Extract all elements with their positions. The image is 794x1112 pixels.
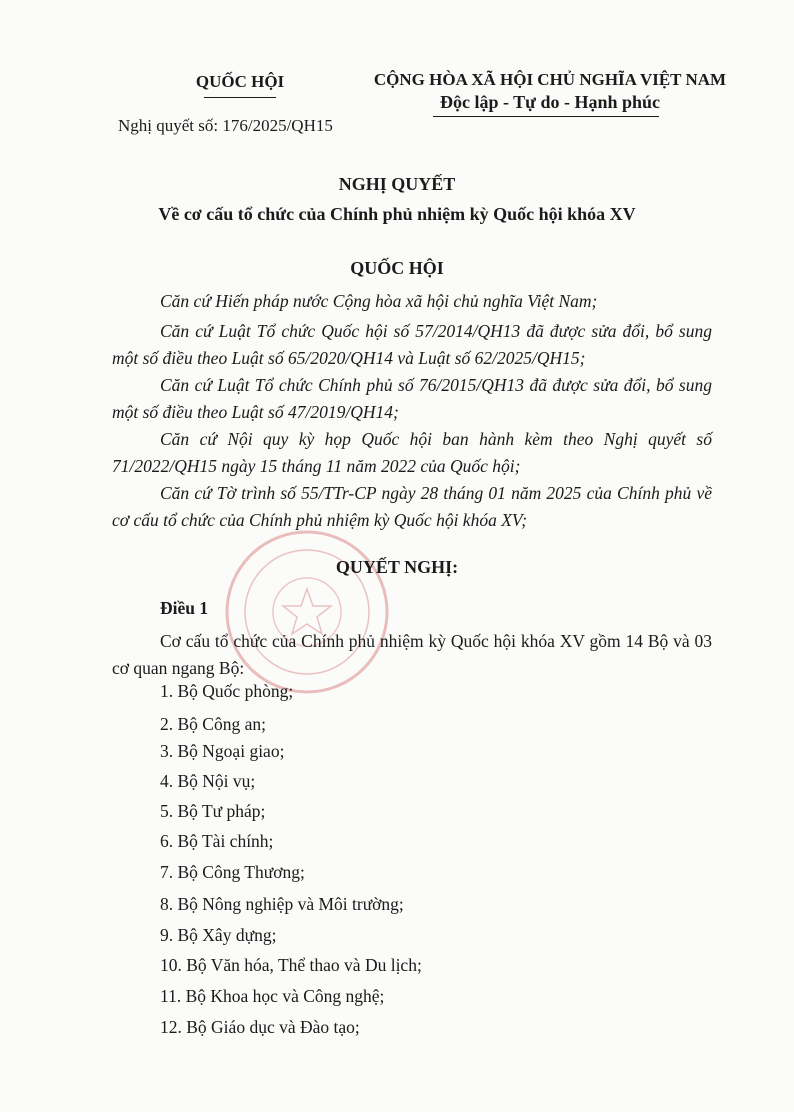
ministry-item: 2. Bộ Công an; [160, 714, 266, 734]
ministry-item: 10. Bộ Văn hóa, Thể thao và Du lịch; [160, 955, 422, 975]
legal-basis [112, 480, 712, 534]
national-motto: Độc lập - Tự do - Hạnh phúc [439, 92, 661, 112]
legal-basis [112, 372, 712, 426]
decision-heading: QUYẾT NGHỊ: [335, 557, 459, 577]
legal-basis-text: Căn cứ Luật Tổ chức Quốc hội số 57/2014/QH13 đã được sửa đổi, bổ sung một số điều theo Luật số 65/2020/QH14 và Luật số 62/2025/QH15; [112, 321, 712, 368]
legal-basis [112, 288, 712, 315]
legal-basis [112, 426, 712, 480]
legal-basis-text: Căn cứ Hiến pháp nước Cộng hòa xã hội chủ nghĩa Việt Nam; [160, 291, 598, 311]
ministry-item: 6. Bộ Tài chính; [160, 831, 274, 851]
article-1-intro-text: Cơ cấu tổ chức của Chính phủ nhiệm kỳ Quốc hội khóa XV gồm 14 Bộ và 03 cơ quan ngang Bộ: [112, 631, 712, 678]
ministry-item: 11. Bộ Khoa học và Công nghệ; [160, 986, 385, 1006]
issuer-name: QUỐC HỘI [195, 72, 285, 91]
ministry-item: 8. Bộ Nông nghiệp và Môi trường; [160, 894, 404, 914]
resolution-number: Nghị quyết số: 176/2025/QH15 [118, 116, 333, 135]
ministry-item: 12. Bộ Giáo dục và Đào tạo; [160, 1017, 360, 1037]
article-1-intro [112, 628, 712, 682]
article-1-title: Điều 1 [160, 598, 209, 618]
national-title: CỘNG HÒA XÃ HỘI CHỦ NGHĨA VIỆT NAM [373, 70, 727, 89]
legal-basis-text: Căn cứ Tờ trình số 55/TTr-CP ngày 28 tháng 01 năm 2025 của Chính phủ về cơ cấu tổ chức của Chính phủ nhiệm kỳ Quốc hội khóa XV; [112, 483, 712, 530]
ministry-item: 7. Bộ Công Thương; [160, 862, 305, 882]
document-subject: Về cơ cấu tổ chức của Chính phủ nhiệm kỳ Quốc hội khóa XV [158, 204, 636, 224]
ministry-item: 5. Bộ Tư pháp; [160, 801, 266, 821]
ministry-item: 1. Bộ Quốc phòng; [160, 681, 294, 701]
ministry-item: 3. Bộ Ngoại giao; [160, 741, 285, 761]
legal-basis-text: Căn cứ Nội quy kỳ họp Quốc hội ban hành kèm theo Nghị quyết số 71/2022/QH15 ngày 15 tháng 11 năm 2022 của Quốc hội; [112, 429, 712, 476]
ministry-item: 4. Bộ Nội vụ; [160, 771, 256, 791]
issuing-body: QUỐC HỘI [350, 258, 444, 278]
motto-underline [433, 116, 659, 117]
ministry-item: 9. Bộ Xây dựng; [160, 925, 277, 945]
issuer-underline [204, 97, 276, 98]
document-type: NGHỊ QUYẾT [338, 174, 456, 194]
legal-basis-text: Căn cứ Luật Tổ chức Chính phủ số 76/2015/QH13 đã được sửa đổi, bổ sung một số điều theo Luật số 47/2019/QH14; [112, 375, 712, 422]
legal-basis [112, 318, 712, 372]
